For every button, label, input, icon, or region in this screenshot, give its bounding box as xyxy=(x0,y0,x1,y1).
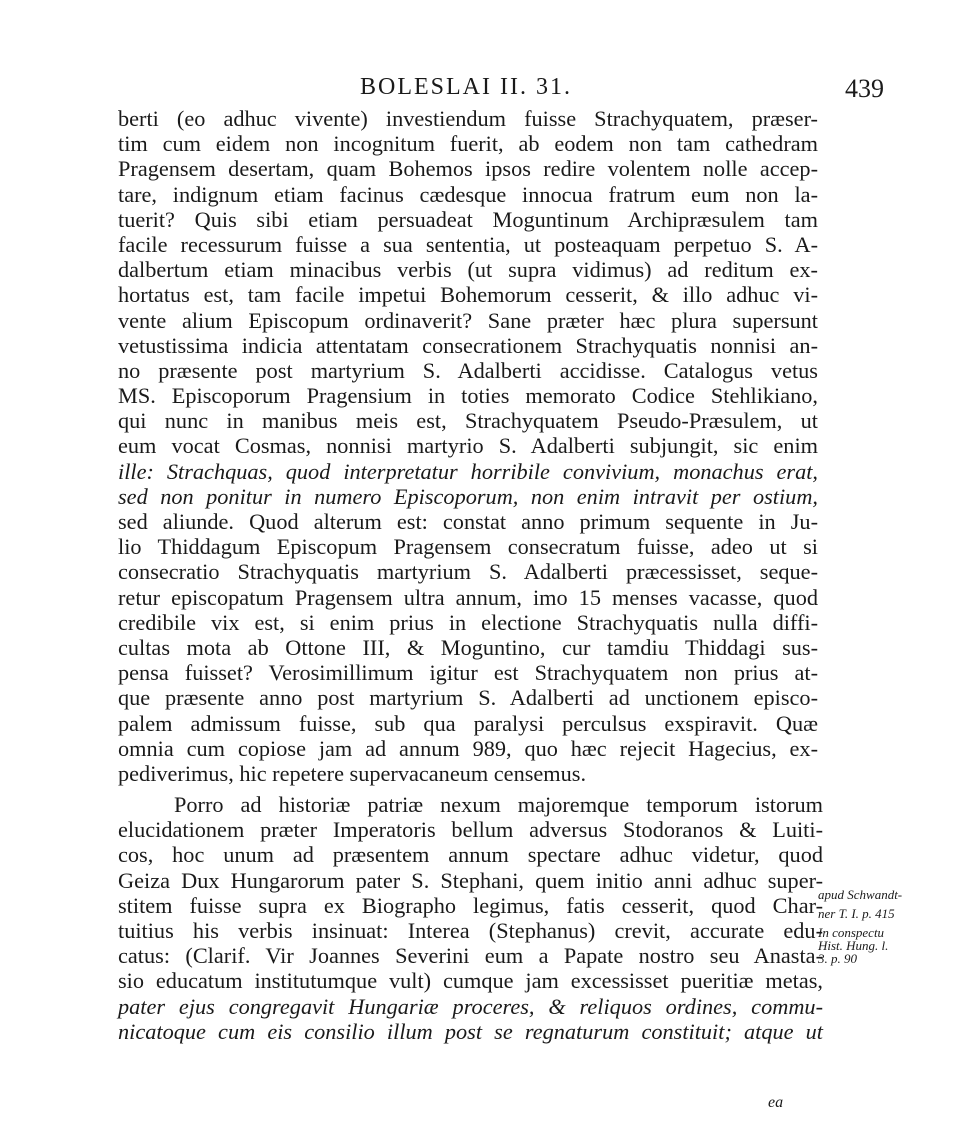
text-line: eum vocat Cosmas, nonnisi martyrio S. Adalberti subjungit, sic enim xyxy=(118,433,818,459)
text-line: qui nunc in manibus meis est, Strachyquatem Pseudo-Præsulem, ut xyxy=(118,408,818,434)
text-line: omnia cum copiose jam ad annum 989, quo hæc rejecit Hagecius, ex- xyxy=(118,735,818,761)
text-line: stitem fuisse supra ex Biographo legimus, fatis cesserit, quod Char- xyxy=(118,892,823,918)
text-line: catus: (Clarif. Vir Joannes Severini eum a Papate nostro seu Anasta- xyxy=(118,943,823,969)
text-line: sio educatum institutumque vult) cumque jam excessisset pueritiæ metas, xyxy=(118,968,823,994)
text-line: cultas mota ab Ottone III, & Moguntino, cur tamdiu Thiddagi sus- xyxy=(118,634,818,660)
margin-note: ner T. I. p. 415 xyxy=(818,906,895,921)
margin-note: Hist. Hung. l. xyxy=(818,938,889,953)
text-line: pater ejus congregavit Hungariæ proceres, & reliquos ordines, commu- xyxy=(118,993,823,1019)
paragraph-1 xyxy=(118,106,818,786)
text-line: nicatoque cum eis consilio illum post se regnaturum constituit; atque ut xyxy=(118,1018,823,1044)
text-line: retur episcopatum Pragensem ultra annum, imo 15 menses vacasse, quod xyxy=(118,584,818,610)
running-title: BOLESLAI II. 31. xyxy=(360,74,572,100)
text-line: pensa fuisset? Verosimillimum igitur est Strachyquatem non prius at- xyxy=(118,660,818,686)
text-line: hortatus est, tam facile impetui Bohemorum cesserit, & illo adhuc vi- xyxy=(118,282,818,308)
text-line: vetustissima indicia attentatam consecrationem Strachyquatis nonnisi an- xyxy=(118,332,818,358)
text-line: tuitius his verbis insinuat: Interea (Stephanus) crevit, accurate edu- xyxy=(118,917,823,943)
text-line: cos, hoc unum ad præsentem annum spectare adhuc videtur, quod xyxy=(118,842,823,868)
paragraph-2 xyxy=(118,792,823,1044)
text-line: sed aliunde. Quod alterum est: constat anno primum sequente in Ju- xyxy=(118,509,818,534)
text-line: tare, indignum etiam facinus cædesque innocua fratrum eum non la- xyxy=(118,181,818,207)
text-line: sed non ponitur in numero Episcoporum, non enim intravit per ostium, xyxy=(118,483,818,509)
text-line: no præsente post martyrium S. Adalberti accidisse. Catalogus vetus xyxy=(118,357,818,383)
page-header xyxy=(0,70,960,106)
text-line: credibile vix est, si enim prius in electione Strachyquatis nulla diffi- xyxy=(118,609,818,635)
text-line: elucidationem præter Imperatoris bellum adversus Stodoranos & Luiti- xyxy=(118,817,823,843)
margin-note: In conspectu xyxy=(818,925,885,940)
text-line: facile recessurum fuisse a sua sententia, ut posteaquam perpetuo S. A- xyxy=(118,231,818,257)
text-line: tim cum eidem non incognitum fuerit, ab eodem non tam cathedram xyxy=(118,131,818,157)
text-line: palem admissum fuisse, sub qua paralysi perculsus exspiravit. Quæ xyxy=(118,710,818,736)
text-line: vente alium Episcopum ordinaverit? Sane præter hæc plura supersunt xyxy=(118,307,818,333)
margin-note: apud Schwandt- xyxy=(818,887,903,902)
text-line: pediverimus, hic repetere supervacaneum censemus. xyxy=(118,760,587,786)
text-line: berti (eo adhuc vivente) investiendum fuisse Strachyquatem, præser- xyxy=(118,106,818,131)
margin-notes xyxy=(818,888,958,965)
page-number: 439 xyxy=(845,74,884,103)
text-line: MS. Episcoporum Pragensium in toties memorato Codice Stehlikiano, xyxy=(118,383,818,409)
text-line: Geiza Dux Hungarorum pater S. Stephani, quem initio anni adhuc super- xyxy=(118,867,823,893)
text-line: consecratio Strachyquatis martyrium S. Adalberti præcessisset, seque- xyxy=(118,559,818,585)
catchword: ea xyxy=(768,1094,784,1111)
margin-note: 3. p. 90 xyxy=(818,951,857,966)
text-line: tuerit? Quis sibi etiam persuadeat Moguntinum Archipræsulem tam xyxy=(118,206,818,232)
text-line: Pragensem desertam, quam Bohemos ipsos redire volentem nolle accep- xyxy=(118,156,818,182)
text-line: que præsente anno post martyrium S. Adalberti ad unctionem episco- xyxy=(118,685,818,711)
text-line: lio Thiddagum Episcopum Pragensem consecratum fuisse, adeo ut si xyxy=(118,534,818,560)
text-line: dalbertum etiam minacibus verbis (ut supra vidimus) ad reditum ex- xyxy=(118,257,818,283)
text-line: Porro ad historiæ patriæ nexum majoremque temporum istorum xyxy=(174,792,823,817)
text-line: ille: Strachquas, quod interpretatur horribile convivium, monachus erat, xyxy=(118,458,818,484)
